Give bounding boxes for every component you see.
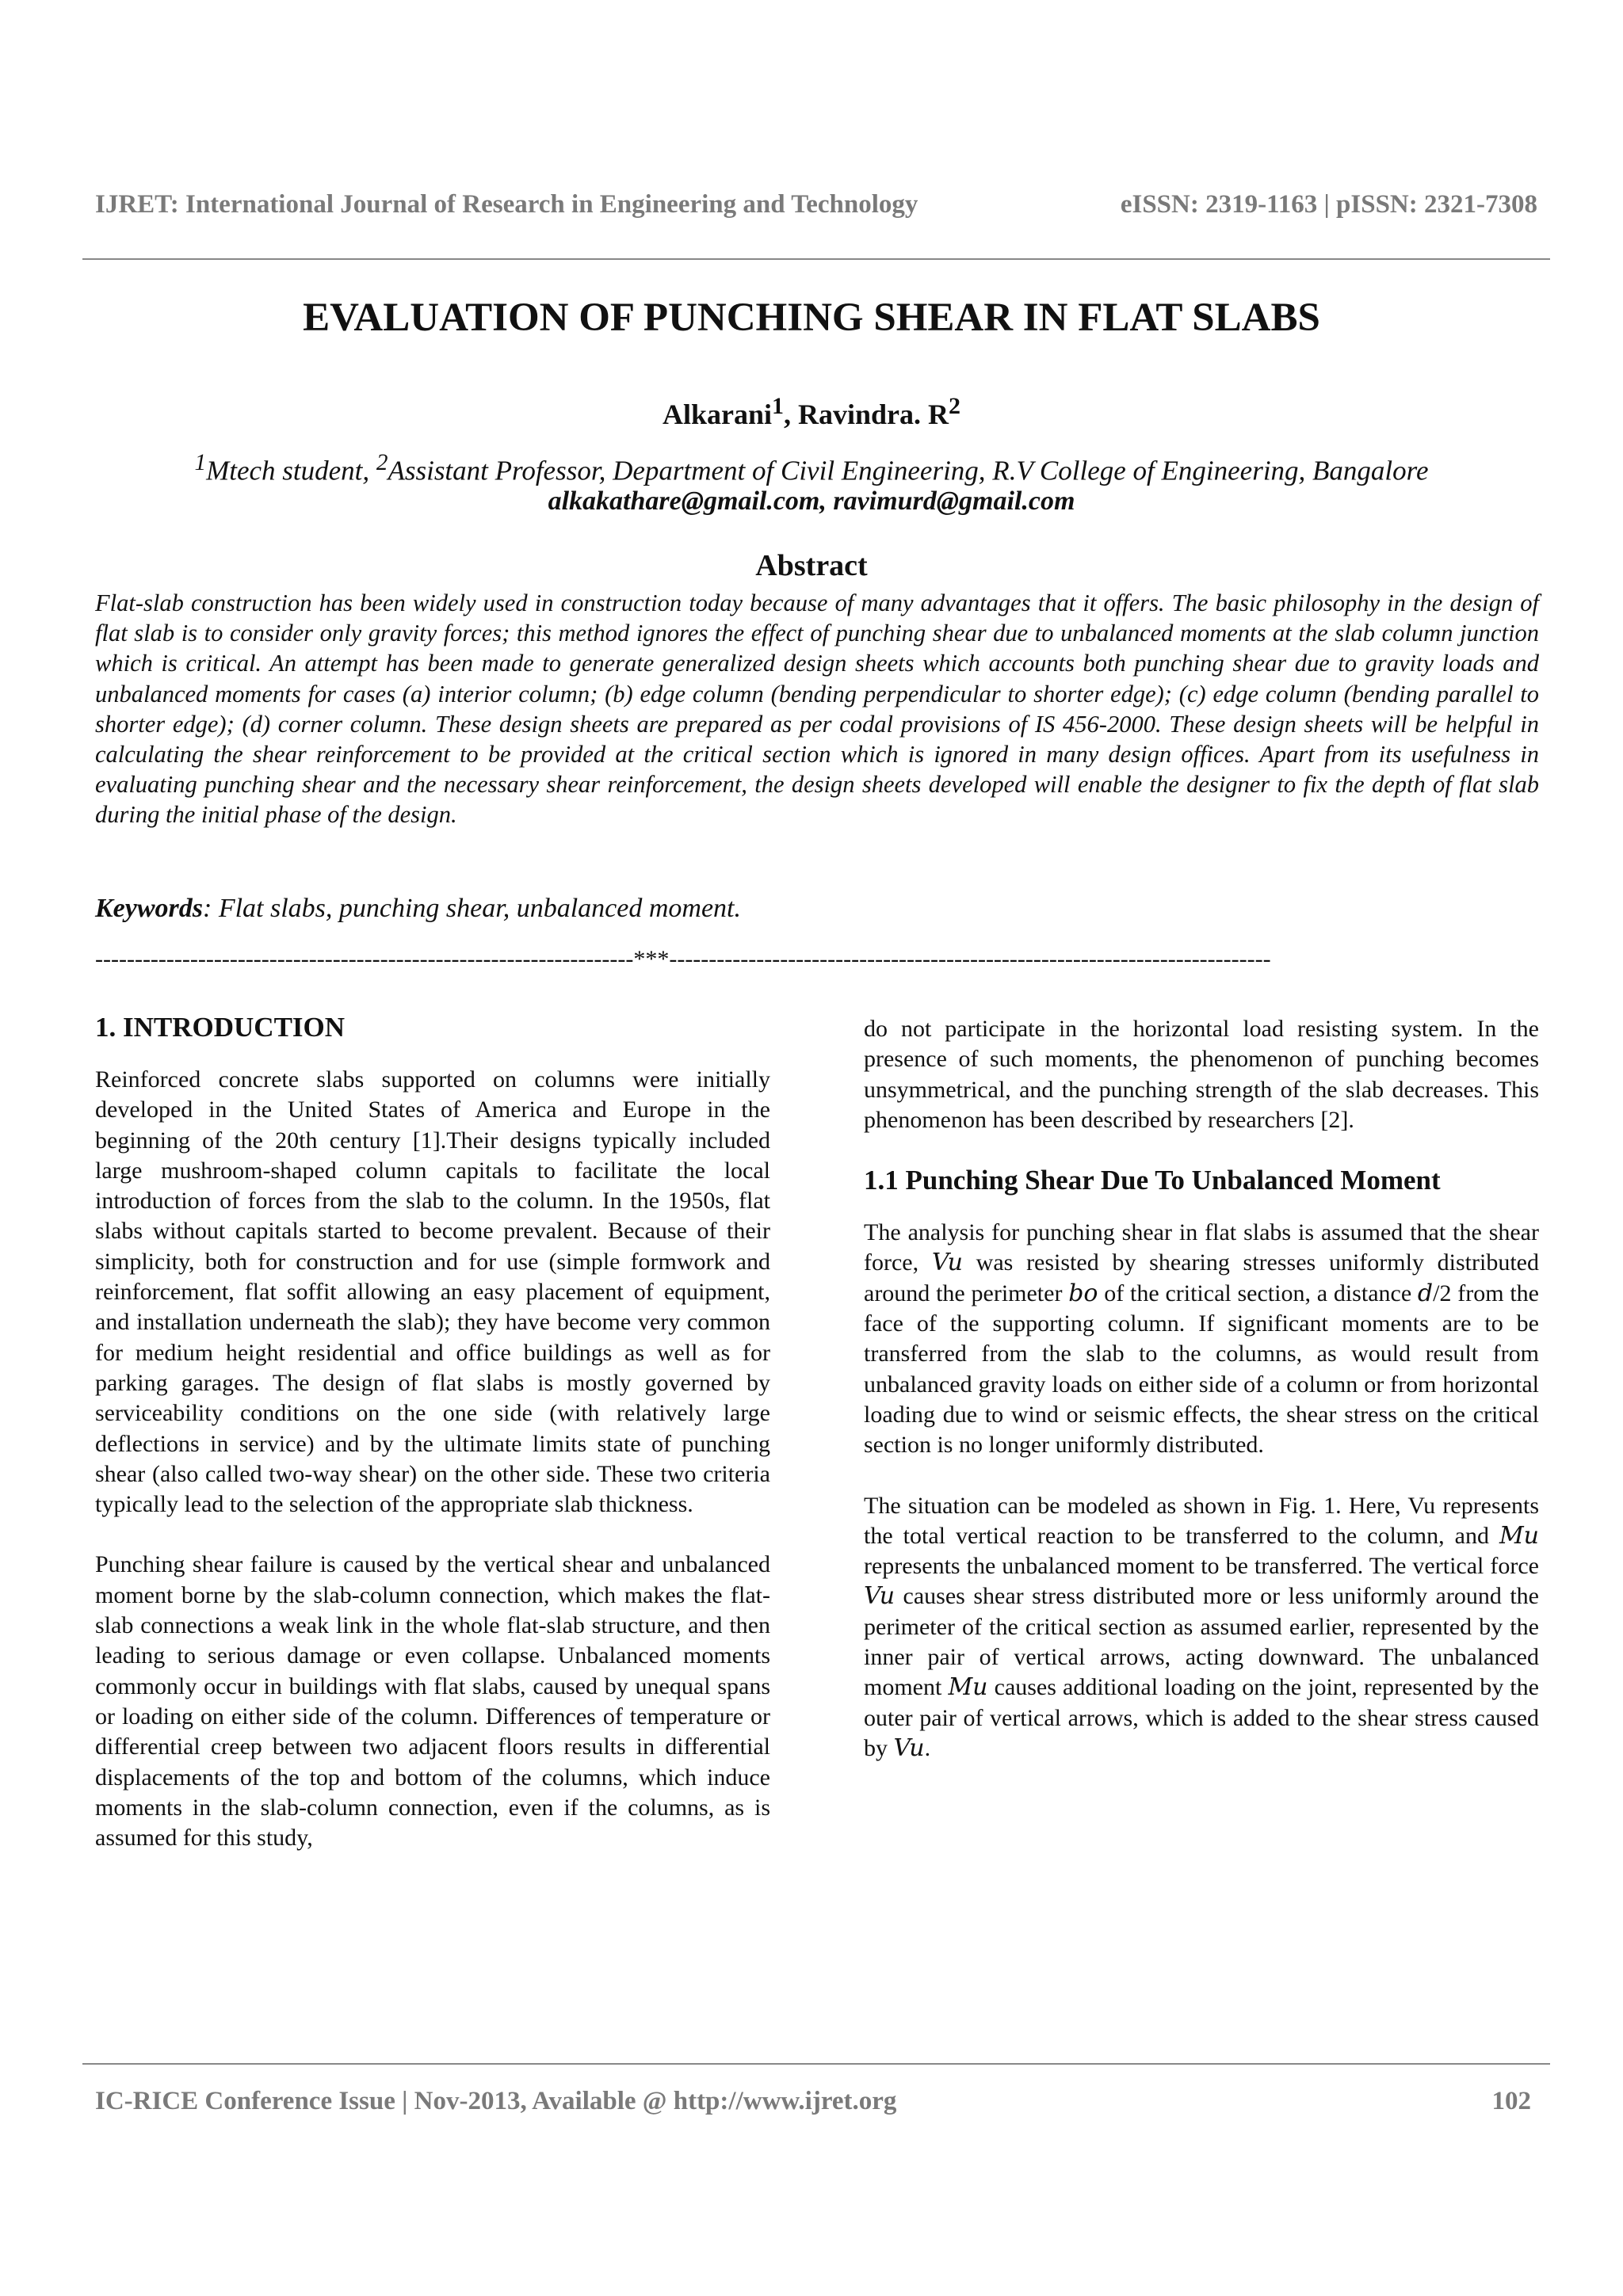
affiliation-part-2: Assistant Professor, Department of Civil Engineering, R.V College of Engineering, Bangalore <box>388 455 1429 486</box>
journal-name: IJRET: International Journal of Research in Engineering and Technology <box>95 190 918 219</box>
keywords-text: : Flat slabs, punching shear, unbalanced moment. <box>203 894 741 923</box>
math-bo: bo <box>1068 1279 1098 1307</box>
issn: eISSN: 2319-1163 | pISSN: 2321-7308 <box>1120 190 1537 219</box>
abstract-heading: Abstract <box>755 549 868 582</box>
keywords <box>95 894 1539 924</box>
introduction-paragraph-3: do not participate in the horizontal load resisting system. In the presence of such moments, the phenomenon of punching becomes unsymmetrical, and the punching strength of the slab decreases. This phenomenon has been described by researchers [2]. <box>864 1016 1539 1133</box>
math-mu: Mu <box>1499 1521 1539 1550</box>
text-run: represents the unbalanced moment to be transferred. The vertical force <box>864 1553 1539 1580</box>
introduction-paragraph-2: Punching shear failure is caused by the vertical shear and unbalanced moment borne by the slab-column connection, which makes the flat-slab connections a weak link in the whole flat-slab structure, and then leading to serious damage or even collapse. Unbalanced moments commonly occur in buildings with flat slabs, caused by unequal spans or loading on either side of the column. Differences of temperature or differential creep between two adjacent floors results in differential displacements of the top and bottom of the columns, which induce moments in the slab-column connection, even if the columns, as is assumed for this study, <box>95 1551 770 1852</box>
right-column <box>864 1014 1539 1764</box>
section-1-1-paragraph-2 <box>864 1491 1539 1764</box>
section-1-1-heading: 1.1 Punching Shear Due To Unbalanced Moment <box>864 1165 1441 1196</box>
authors <box>0 393 1623 431</box>
section-separator: --------------------------------------------------------------------***---------------------------------------------------------------------------- <box>95 946 1271 972</box>
left-column <box>95 1011 770 1853</box>
text-run: The analysis for punching shear in flat slabs is assumed that the shear force, <box>864 1219 1539 1276</box>
page-number: 102 <box>1491 2087 1531 2115</box>
author-1-sup: 1 <box>772 393 784 419</box>
affiliation-sup-2: 2 <box>376 450 388 475</box>
text-run: . <box>924 1734 931 1761</box>
author-2-sup: 2 <box>949 393 961 419</box>
math-mu: Mu <box>948 1673 988 1702</box>
text-run: The situation can be modeled as shown in Fig. 1. Here, Vu represents the total vertical reaction to be transferred to the column, and <box>864 1492 1539 1549</box>
introduction-paragraph-1: Reinforced concrete slabs supported on columns were initially developed in the United States of America and Europe in the beginning of the 20th century [1].Their designs typically included large mushroom-shaped column capitals to facilitate the local introduction of forces from the slab to the column. In the 1950s, flat slabs without capitals started to become prevalent. Because of their simplicity, both for construction and for use (simple formwork and reinforcement, flat soffit allowing an easy placement of equipment, and installation underneath the slab); they have become very common for medium height residential and office buildings as well as for parking garages. The design of flat slabs is mostly governed by serviceability conditions on the one side (with relatively large deflections in service) and by the ultimate limits state of punching shear (also called two-way shear) on the other side. These two criteria typically lead to the selection of the appropriate slab thickness. <box>95 1066 770 1518</box>
text-run: was resisted by shearing stresses uniformly distributed around the perimeter <box>864 1249 1539 1306</box>
paper-title: EVALUATION OF PUNCHING SHEAR IN FLAT SLABS <box>303 296 1320 340</box>
author-separator: , <box>784 399 798 430</box>
math-d: d <box>1417 1279 1434 1307</box>
math-vu: Vu <box>864 1582 896 1611</box>
author-1: Alkarani <box>662 399 772 430</box>
math-vu: Vu <box>893 1733 925 1762</box>
affiliation-sup-1: 1 <box>194 450 207 475</box>
keywords-label: Keywords <box>95 894 203 923</box>
math-vu: Vu <box>931 1249 963 1277</box>
text-run: causes shear stress distributed more or less uniformly around the perimeter of the critical section as assumed earlier, represented by the inner pair of vertical arrows, acting downward. The unbalanced moment <box>864 1583 1539 1701</box>
affiliation <box>0 450 1623 487</box>
author-emails: alkakathare@gmail.com, ravimurd@gmail.com <box>548 486 1075 516</box>
text-run: of the critical section, a distance <box>1098 1280 1418 1306</box>
footer-left: IC-RICE Conference Issue | Nov-2013, Available @ http://www.ijret.org <box>95 2087 897 2115</box>
text-run: causes additional loading on the joint, represented by the outer pair of vertical arrows, which is added to the shear stress caused by <box>864 1674 1539 1761</box>
author-2: Ravindra. R <box>798 399 949 430</box>
footer <box>95 2087 1531 2116</box>
affiliation-part-1: Mtech student, <box>206 455 376 486</box>
section-1-1-paragraph-1 <box>864 1218 1539 1460</box>
abstract-body: Flat-slab construction has been widely used in construction today because of many advantages that it offers. The basic philosophy in the design of flat slab is to consider only gravity forces; this method ignores the effect of punching shear due to unbalanced moments at the slab column junction which is critical. An attempt has been made to generate generalized design sheets which accounts both punching shear due to gravity loads and unbalanced moments for cases (a) interior column; (b) edge column (bending perpendicular to shorter edge); (c) edge column (bending parallel to shorter edge); (d) corner column. These design sheets are prepared as per codal provisions of IS 456-2000. These design sheets will be helpful in calculating the shear reinforcement to be provided at the critical section which is ignored in many design offices. Apart from its usefulness in evaluating punching shear and the necessary shear reinforcement, the design sheets developed will enable the designer to fix the depth of flat slab during the initial phase of the design. <box>95 589 1539 829</box>
footer-rule <box>82 2063 1550 2065</box>
introduction-heading: 1. INTRODUCTION <box>95 1012 346 1043</box>
text-run: /2 from the face of the supporting column. If significant moments are to be transferred from the slab to the columns, as would result from unbalanced gravity loads on either side of a column or from horizontal loading due to wind or seismic effects, the shear stress on the critical section is no longer uniformly distributed. <box>864 1280 1539 1459</box>
header-rule <box>82 258 1550 260</box>
running-header <box>95 190 1537 219</box>
